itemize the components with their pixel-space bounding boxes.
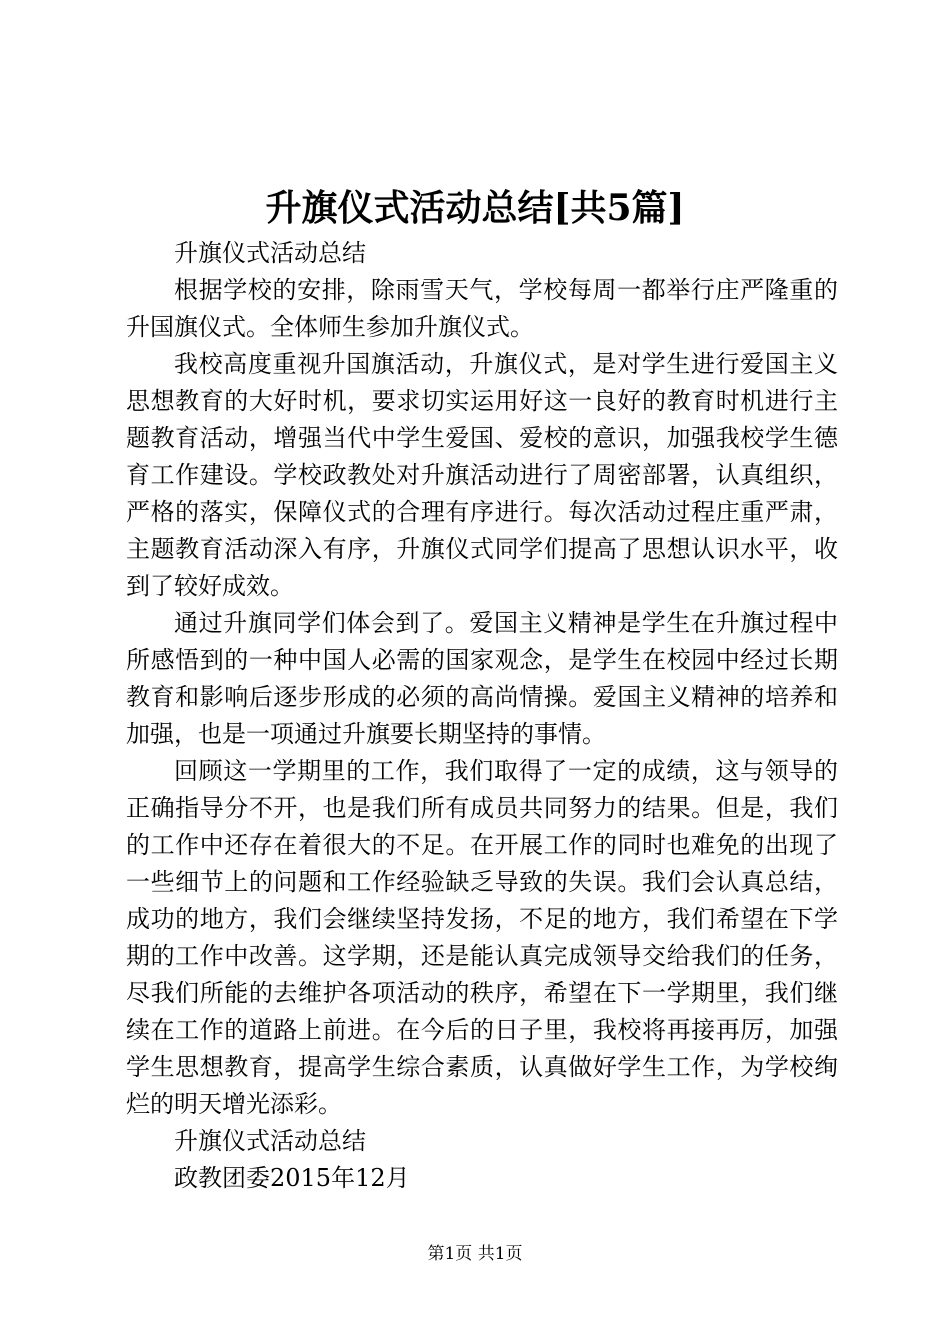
page-footer: 第1页 共1页 bbox=[427, 1244, 523, 1264]
paragraph-closing-title: 升旗仪式活动总结 bbox=[174, 1127, 366, 1155]
paragraph-review: 回顾这一学期里的工作，我们取得了一定的成绩，这与领导的正确指导分不开，也是我们所有成员共同努力的结果。但是，我们的工作中还存在着很大的不足。在开展工作的同时也难免的出现了一些细节上的问题和工作经验缺乏导致的失误。我们会认真总结，成功的地方，我们会继续坚持发扬，不足的地方，我们希望在下学期的工作中改善。这学期，还是能认真完成领导交给我们的任务，尽我们所能的去维护各项活动的秩序，希望在下一学期里，我们继续在工作的道路上前进。在今后的日子里，我校将再接再厉，加强学生思想教育，提高学生综合素质，认真做好学生工作，为学校绚烂的明天增光添彩。 bbox=[126, 757, 838, 1118]
paragraph-patriotism: 通过升旗同学们体会到了。爱国主义精神是学生在升旗过程中所感悟到的一种中国人必需的国家观念，是学生在校园中经过长期教育和影响后逐步形成的必须的高尚情操。爱国主义精神的培养和加强，也是一项通过升旗要长期坚持的事情。 bbox=[126, 609, 838, 748]
document-body bbox=[126, 235, 838, 1197]
paragraph-signature: 政教团委2015年12月 bbox=[174, 1164, 410, 1192]
paragraph-subtitle: 升旗仪式活动总结 bbox=[174, 239, 366, 267]
document-title: 升旗仪式活动总结[共5篇] bbox=[265, 187, 685, 229]
paragraph-importance: 我校高度重视升国旗活动，升旗仪式，是对学生进行爱国主义思想教育的大好时机，要求切实运用好这一良好的教育时机进行主题教育活动，增强当代中学生爱国、爱校的意识，加强我校学生德育工作建设。学校政教处对升旗活动进行了周密部署，认真组织，严格的落实，保障仪式的合理有序进行。每次活动过程庄重严肃，主题教育活动深入有序，升旗仪式同学们提高了思想认识水平，收到了较好成效。 bbox=[126, 350, 838, 600]
paragraph-intro: 根据学校的安排，除雨雪天气，学校每周一都举行庄严隆重的升国旗仪式。全体师生参加升旗仪式。 bbox=[126, 276, 838, 341]
